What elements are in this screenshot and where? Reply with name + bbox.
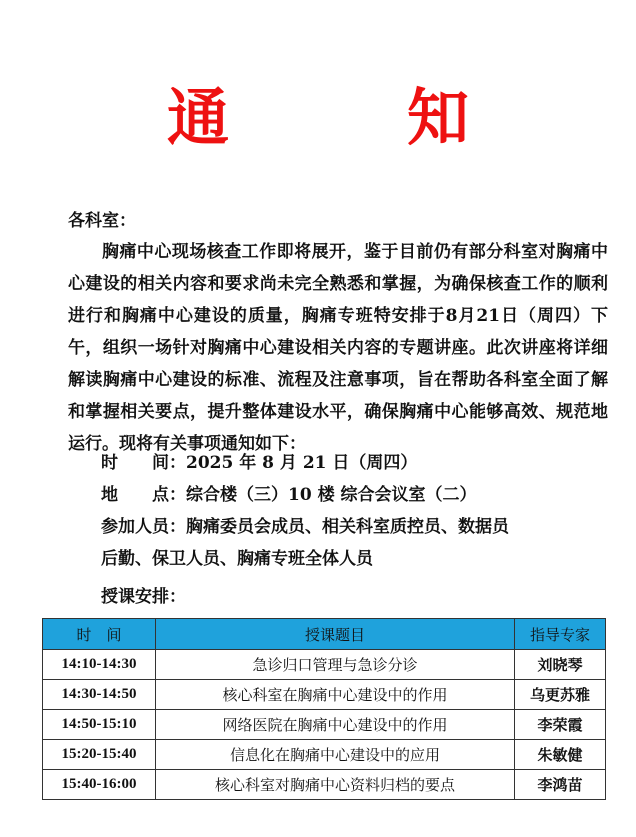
detail-attendees-label: 参加人员： (101, 517, 186, 537)
detail-attendees (101, 514, 509, 540)
detail-attendees-cont: 后勤、保卫人员、胸痛专班全体人员 (101, 549, 373, 569)
row-topic: 网络医院在胸痛中心建设中的作用 (156, 710, 515, 740)
row-time: 15:20-15:40 (43, 740, 156, 770)
notice-body: 胸痛中心现场核查工作即将展开，鉴于目前仍有部分科室对胸痛中心建设的相关内容和要求尚未完全熟悉和掌握，为确保核查工作的顺利进行和胸痛中心建设的质量，胸痛专班特安排于8月21日（周四）下午，组织一场针对胸痛中心建设相关内容的专题讲座。此次讲座将详细解读胸痛中心建设的标准、流程及注意事项，旨在帮助各科室全面了解和掌握相关要点，提升整体建设水平，确保胸痛中心能够高效、规范地运行。现将有关事项通知如下： (68, 242, 608, 454)
table-row (43, 740, 606, 770)
row-time: 14:10-14:30 (43, 650, 156, 680)
detail-time-value: 2025 年 8 月 21 日（周四） (186, 453, 418, 473)
header-time: 时 间 (43, 619, 156, 650)
schedule-title: 授课安排： (101, 587, 186, 607)
table-row (43, 650, 606, 680)
detail-time (101, 450, 417, 476)
detail-time-label: 时 间： (101, 453, 186, 473)
row-expert: 李鸿苗 (515, 770, 606, 800)
table-row (43, 680, 606, 710)
row-topic: 信息化在胸痛中心建设中的应用 (156, 740, 515, 770)
row-topic: 核心科室对胸痛中心资料归档的要点 (156, 770, 515, 800)
detail-place-value: 综合楼（三）10 楼 综合会议室（二） (186, 485, 477, 505)
row-expert: 刘晓琴 (515, 650, 606, 680)
row-expert: 李荣霞 (515, 710, 606, 740)
row-time: 15:40-16:00 (43, 770, 156, 800)
row-time: 14:50-15:10 (43, 710, 156, 740)
salutation: 各科室： (68, 211, 136, 231)
header-expert: 指导专家 (515, 619, 606, 650)
header-topic: 授课题目 (156, 619, 515, 650)
detail-place (101, 482, 477, 508)
detail-attendees-value: 胸痛委员会成员、相关科室质控员、数据员 (186, 517, 509, 537)
schedule-table (42, 618, 606, 800)
row-time: 14:30-14:50 (43, 680, 156, 710)
schedule-header-row (43, 619, 606, 650)
row-topic: 急诊归口管理与急诊分诊 (156, 650, 515, 680)
row-expert: 乌更苏雅 (515, 680, 606, 710)
table-row (43, 710, 606, 740)
detail-place-label: 地 点： (101, 485, 186, 505)
row-topic: 核心科室在胸痛中心建设中的作用 (156, 680, 515, 710)
row-expert: 朱敏健 (515, 740, 606, 770)
notice-title: 通 知 (166, 81, 527, 154)
table-row (43, 770, 606, 800)
